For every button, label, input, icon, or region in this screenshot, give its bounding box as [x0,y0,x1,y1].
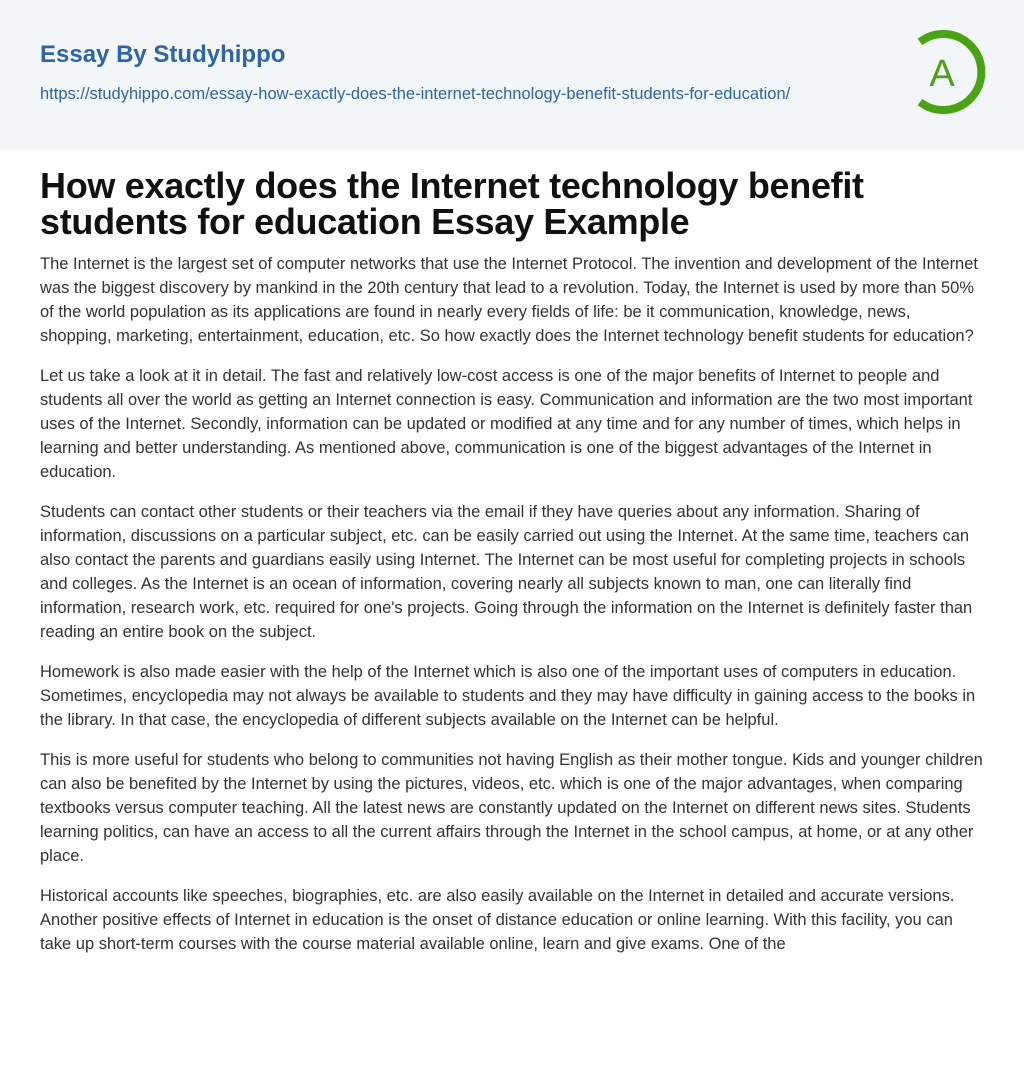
essay-paragraph: Historical accounts like speeches, biographies, etc. are also easily available on the Internet in detailed and accurate versions. Another positive effects of Internet in education is the onset of distance education or online learning. With this facility, you can take up short-term courses with the course material available online, learn and give exams. One of the [40,887,955,953]
site-brand: Essay By Studyhippo [40,41,286,68]
essay-paragraph: The Internet is the largest set of computer networks that use the Internet Protocol. The invention and development of the Internet was the biggest discovery by mankind in the 20th century that lead to a revolution. Today, the Internet is used by more than 50% of the world population as its applications are found in nearly every fields of life: be it communication, knowledge, news, shopping, marketing, entertainment, education, etc. So how exactly does the Internet technology benefit students for education? [40,255,978,345]
essay-paragraph: Homework is also made easier with the help of the Internet which is also one of the important uses of computers in education. Sometimes, encyclopedia may not always be available to students and they may have difficulty in gaining access to the books in the library. In that case, the encyclopedia of different subjects available on the Internet can be helpful. [40,663,976,729]
article [0,150,1024,956]
essay-url-link[interactable]: https://studyhippo.com/essay-how-exactly-does-the-internet-technology-benefit-students-for-education/ [40,85,791,103]
essay-paragraph: This is more useful for students who belong to communities not having English as their mother tongue. Kids and younger children can also be benefited by the Internet by using the pictures, videos, etc. which is one of the major advantages, when comparing textbooks versus computer teaching. All the latest news are constantly updated on the Internet on different news sites. Students learning politics, can have an access to all the current affairs through the Internet in the school campus, at home, or at any other place. [40,751,983,865]
essay-paragraph: Students can contact other students or their teachers via the email if they have queries about any information. Sharing of information, discussions on a particular subject, etc. can be easily carried out using the Internet. At the same time, teachers can also contact the parents and guardians easily using Internet. The Internet can be most useful for completing projects in schools and colleges. As the Internet is an ocean of information, covering nearly all subjects known to man, one can literally find information, research work, etc. required for one's projects. Going through the information on the Internet is definitely faster than reading an entire book on the subject. [40,503,973,641]
studyhippo-logo-icon[interactable] [900,28,988,116]
essay-paragraph: Let us take a look at it in detail. The fast and relatively low-cost access is one of the major benefits of Internet to people and students all over the world as getting an Internet connection is easy. Communication and information are the two most important uses of the Internet. Secondly, information can be updated or modified at any time and for any number of times, which helps in learning and better understanding. As mentioned above, communication is one of the biggest advantages of the Internet in education. [40,367,973,481]
logo-letter: A [929,53,955,95]
essay-title: How exactly does the Internet technology benefit students for education Essay Example [40,165,864,242]
site-header [0,0,1024,150]
